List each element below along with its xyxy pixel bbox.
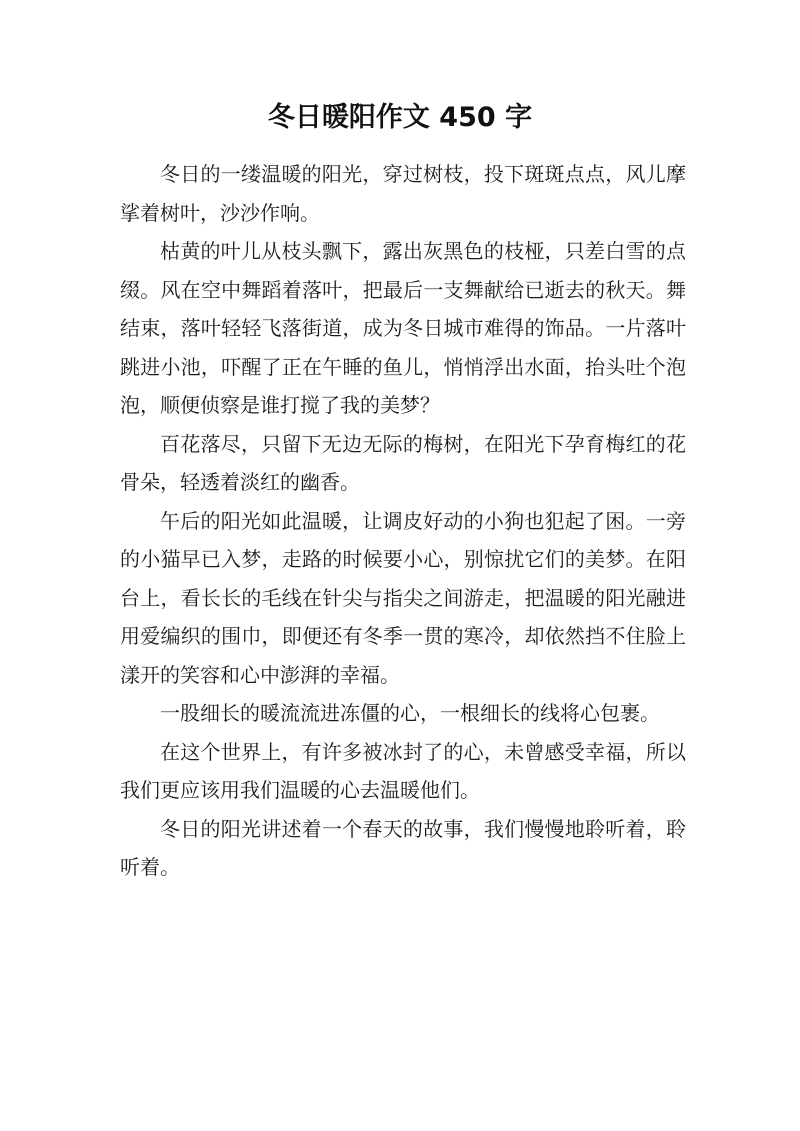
paragraph-1: 冬日的一缕温暖的阳光，穿过树枝，投下斑斑点点，风儿摩挲着树叶，沙沙作响。 bbox=[120, 162, 686, 225]
page-title: 冬日暖阳作文 450 字 bbox=[267, 102, 533, 133]
essay-body bbox=[120, 155, 686, 887]
paragraph-7: 冬日的阳光讲述着一个春天的故事，我们慢慢地聆听着，聆听着。 bbox=[120, 816, 686, 879]
paragraph-4: 午后的阳光如此温暖，让调皮好动的小狗也犯起了困。一旁的小猫早已入梦，走路的时候要小心，别惊扰它们的美梦。在阳台上，看长长的毛线在针尖与指尖之间游走，把温暖的阳光融进用爱编织的围巾，即便还有冬季一贯的寒冷，却依然挡不住脸上漾开的笑容和心中澎湃的幸福。 bbox=[120, 508, 686, 687]
paragraph-6: 在这个世界上，有许多被冰封了的心，未曾感受幸福，所以我们更应该用我们温暖的心去温暖他们。 bbox=[120, 739, 686, 802]
paragraph-5: 一股细长的暖流流进冻僵的心，一根细长的线将心包裹。 bbox=[160, 701, 660, 725]
paragraph-3: 百花落尽，只留下无边无际的梅树，在阳光下孕育梅红的花骨朵，轻透着淡红的幽香。 bbox=[120, 431, 686, 494]
paragraph-2: 枯黄的叶儿从枝头飘下，露出灰黑色的枝桠，只差白雪的点缀。风在空中舞蹈着落叶，把最后一支舞献给已逝去的秋天。舞结束，落叶轻轻飞落街道，成为冬日城市难得的饰品。一片落叶跳进小池，吓醒了正在午睡的鱼儿，悄悄浮出水面，抬头吐个泡泡，顺便侦察是谁打搅了我的美梦？ bbox=[120, 239, 686, 417]
